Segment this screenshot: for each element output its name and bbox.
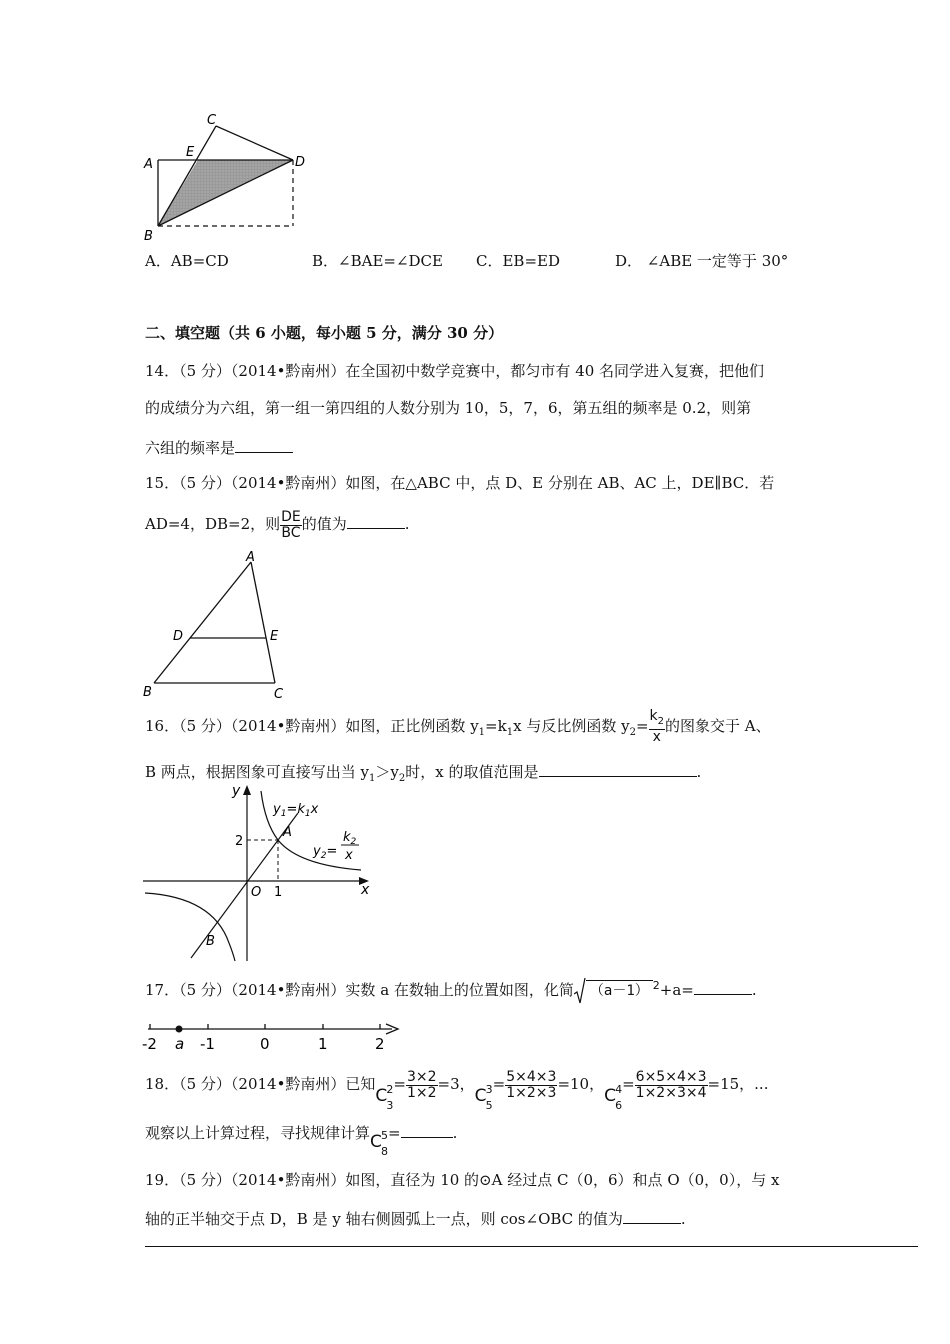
frac-num-sub: 2 xyxy=(657,715,665,727)
point-a xyxy=(176,1026,183,1033)
q17-line1 xyxy=(145,968,757,1009)
frac-c3 xyxy=(635,1070,708,1101)
comb-sup: 4 xyxy=(615,1083,623,1096)
comb-sub: 8 xyxy=(381,1145,389,1158)
q16-sub2: 2 xyxy=(629,727,636,738)
q17-post: +a= xyxy=(659,981,694,999)
q16-line1 xyxy=(145,706,771,753)
q15-line2-pre: AD=4，DB=2，则 xyxy=(145,515,281,533)
q16-l2-post: 时，x 的取值范围是 xyxy=(405,763,539,781)
q19-l2: 轴的正半轴交于点 D，B 是 y 轴右侧圆弧上一点，则 cos∠OBC 的值为 xyxy=(145,1210,623,1228)
y2-y: y xyxy=(313,844,321,859)
q14-line2: 的成绩分为六组，第一组一第四组的人数分别为 10，5，7，6，第五组的频率是 0.2，则第 xyxy=(145,399,752,417)
frac-c1 xyxy=(406,1070,438,1101)
label-C: C xyxy=(274,687,284,702)
q14-line3 xyxy=(145,436,293,458)
fraction-k2-x xyxy=(649,709,665,745)
frac-c2 xyxy=(505,1070,557,1101)
sqrt-sign xyxy=(574,976,586,1006)
nl-label-2: 2 xyxy=(375,1035,385,1053)
nl-label--1: -1 xyxy=(200,1035,215,1053)
q16-l1-post: 的图象交于 A、 xyxy=(665,717,771,735)
q17-numberline xyxy=(140,1017,405,1057)
q15-line1: 15．（5 分）（2014•黔南州）如图，在△ABC 中，点 D、E 分别在 AB、AC 上，DE∥BC．若 xyxy=(145,474,775,492)
q15-line2-post: 的值为 xyxy=(301,515,347,533)
q16-sub1: 1 xyxy=(478,727,486,738)
y1-subk: 1 xyxy=(304,809,311,819)
c3-val: =15，... xyxy=(707,1075,769,1093)
q15-line2 xyxy=(145,506,410,542)
point-B-label: B xyxy=(206,934,215,949)
q18-line2 xyxy=(145,1116,458,1158)
comb-sup: 5 xyxy=(381,1129,389,1142)
c2-val: =10， xyxy=(557,1075,605,1093)
y2-den: x xyxy=(345,848,353,863)
section-title: 二、填空题（共 6 小题，每小题 5 分，满分 30 分） xyxy=(145,324,504,342)
comb-sub: 5 xyxy=(485,1099,493,1112)
comb-c53 xyxy=(474,1070,493,1112)
q16-l2-pre: B 两点，根据图象可直接写出当 y xyxy=(145,763,370,781)
comb-C: C xyxy=(474,1086,487,1106)
label-C: C xyxy=(207,113,217,128)
comb-sub: 6 xyxy=(615,1099,623,1112)
frac-num xyxy=(649,709,665,730)
q15-end: . xyxy=(404,515,410,533)
comb-C: C xyxy=(370,1132,382,1152)
q17-end: . xyxy=(751,981,757,999)
label-D: D xyxy=(173,629,184,644)
q16-l2-sub1: 1 xyxy=(369,773,376,784)
comb-sup: 3 xyxy=(485,1083,493,1096)
q14-line1: 14．（5 分）（2014•黔南州）在全国初中数学竞赛中，都匀市有 40 名同学进入复赛，把他们 xyxy=(145,362,765,380)
y1-eq: =k xyxy=(286,802,305,817)
q18-pre: 18．（5 分）（2014•黔南州）已知 xyxy=(145,1075,376,1093)
comb-c64 xyxy=(604,1070,623,1112)
tick-y-2: 2 xyxy=(235,834,244,849)
comb-sup: 2 xyxy=(386,1083,394,1096)
q18-line1: 18．（5 分）（2014•黔南州）已知 C 2 3 = $\frac{3\times 2}{1\times 2}$ =3， C 3 5 = $\frac{5\times 4\times 3}{1\times 2\times 3}$ =10， C 4 6 = $\frac{6\times 5\times 4\times 3}{1\times 2\times 3\times 4}$ =15，... xyxy=(145,1064,768,1104)
option-b: B．∠BAE=∠DCE xyxy=(312,252,443,270)
y2-num-k: k xyxy=(343,830,351,845)
comb-C: C xyxy=(604,1086,616,1106)
nl-label-0: 0 xyxy=(260,1035,270,1053)
label-D: D xyxy=(295,155,306,170)
option-a: A．AB=CD xyxy=(145,252,229,270)
comb-C: C xyxy=(375,1086,388,1106)
label-E: E xyxy=(186,145,195,160)
answer-blank[interactable] xyxy=(347,512,405,529)
frac-num: DE xyxy=(281,508,301,525)
frac-den: 1×2×3 xyxy=(506,1084,557,1101)
frac-den: BC xyxy=(281,524,301,541)
tick-x-1: 1 xyxy=(274,885,283,900)
q16-eq1: =k xyxy=(485,717,507,735)
frac-den: 1×2×3×4 xyxy=(635,1084,707,1101)
y2-num xyxy=(343,830,357,847)
q16-l1-pre: 16．（5 分）（2014•黔南州）如图，正比例函数 y xyxy=(145,717,479,735)
option-c: C．EB=ED xyxy=(476,252,560,270)
q13-figure xyxy=(138,110,338,245)
label-B: B xyxy=(144,229,153,244)
bottom-rule xyxy=(145,1246,918,1247)
frac-num: 5×4×3 xyxy=(506,1068,557,1085)
q19-line1: 19．（5 分）（2014•黔南州）如图，直径为 10 的⊙A 经过点 C（0，6）和点 O（0，0），与 x xyxy=(145,1171,780,1189)
option-d: D． ∠ABE 一定等于 30° xyxy=(615,252,789,270)
y2-num-sub: 2 xyxy=(350,837,357,847)
answer-blank[interactable] xyxy=(401,1121,453,1138)
q18-end: . xyxy=(452,1124,458,1142)
comb-sub: 3 xyxy=(386,1099,394,1112)
answer-blank[interactable] xyxy=(235,436,293,453)
answer-blank[interactable] xyxy=(623,1207,681,1224)
q16-figure xyxy=(143,783,378,963)
label-A: A xyxy=(246,550,255,565)
y1-y: y xyxy=(273,802,281,817)
fraction-de-bc xyxy=(280,510,302,541)
nl-label-1: 1 xyxy=(318,1035,328,1053)
answer-blank[interactable] xyxy=(694,978,752,995)
label-A: A xyxy=(144,157,153,172)
q16-eq2: = xyxy=(635,717,649,735)
q14-line3-text: 六组的频率是 xyxy=(145,439,236,457)
axis-y-label: y xyxy=(232,783,241,799)
y1-x: x xyxy=(310,802,319,817)
frac-num-k: k xyxy=(649,708,658,725)
answer-blank[interactable] xyxy=(539,760,697,777)
y2-sub: 2 xyxy=(320,851,327,861)
q19-line2 xyxy=(145,1207,686,1229)
nl-label--2: -2 xyxy=(142,1035,157,1053)
frac-num: 6×5×4×3 xyxy=(635,1068,707,1085)
q18-l2-pre: 观察以上计算过程，寻找规律计算 xyxy=(145,1124,371,1142)
q16-mid: x 与反比例函数 y xyxy=(513,717,630,735)
q17-exp: 2 xyxy=(652,979,660,992)
axis-x-label: x xyxy=(361,882,370,898)
q17-pre: 17．（5 分）（2014•黔南州）实数 a 在数轴上的位置如图，化简 xyxy=(145,981,574,999)
frac-den: 1×2 xyxy=(407,1084,437,1101)
frac-num: 3×2 xyxy=(407,1068,437,1085)
comb-c32 xyxy=(375,1070,394,1112)
q16-subk1: 1 xyxy=(506,727,514,738)
origin-label: O xyxy=(251,885,262,900)
q16-l2-gt: ＞y xyxy=(375,763,399,781)
q18-eq: = xyxy=(388,1124,401,1142)
q15-figure xyxy=(138,548,298,703)
comb-c85 xyxy=(370,1119,389,1158)
label-B: B xyxy=(143,685,152,700)
radicand: （a－1） xyxy=(586,980,653,999)
label-y2 xyxy=(312,844,337,861)
frac-den: x xyxy=(652,728,661,745)
y1-sub: 1 xyxy=(280,809,287,819)
point-A-label: A xyxy=(283,825,292,840)
q16-end: . xyxy=(696,763,702,781)
q16-l2-sub2: 2 xyxy=(398,773,406,784)
c1-val: =3， xyxy=(437,1075,475,1093)
label-E: E xyxy=(270,629,279,644)
label-y1 xyxy=(272,802,319,819)
nl-label-a: a xyxy=(175,1035,185,1053)
q19-end: . xyxy=(680,1210,686,1228)
y2-eq: = xyxy=(326,844,338,859)
